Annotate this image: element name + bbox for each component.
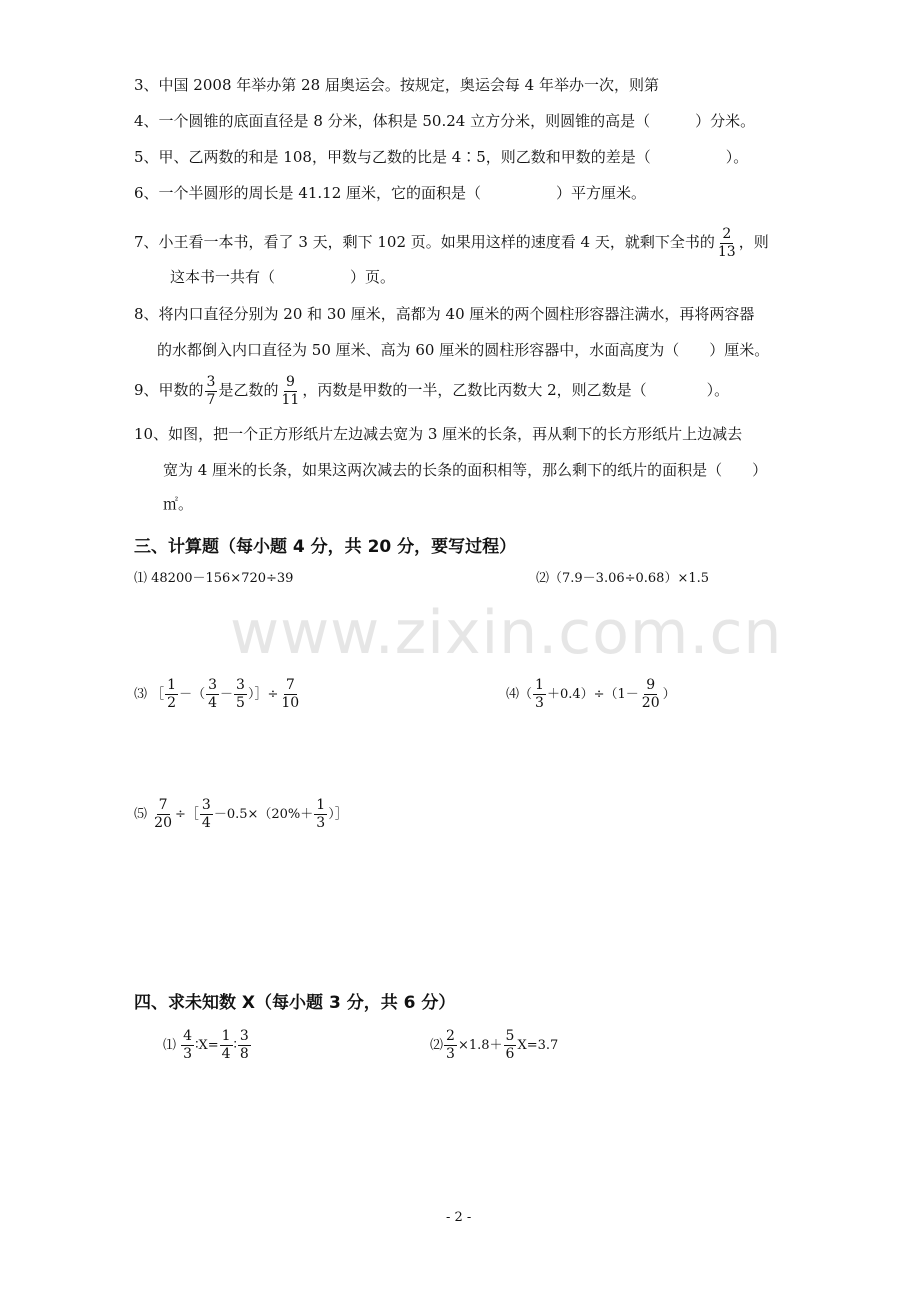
calc-5-frac-3-den: 3 [316,815,326,831]
calc-5-label: ⑸ [134,807,148,822]
calc-4-frac-1-num: 1 [535,677,544,693]
q7-fraction-den: 13 [717,243,736,260]
eq-1-frac-2-den: 4 [221,1046,231,1062]
calc-5-frac-2 [200,797,213,832]
eq-2-mid: ×1.8＋ [457,1038,503,1053]
q9-fraction-2-num: 9 [285,373,295,390]
calc-3-open: ［ [151,687,165,702]
calc-3-frac-3 [234,677,247,712]
eq-2-label: ⑵ [430,1038,444,1053]
calc-3-frac-4 [279,677,301,712]
question-3: 3、中国 2008 年举办第 28 届奥运会。按规定，奥运会每 4 年举办一次，则第 [134,76,659,94]
eq-2-frac-1-num: 2 [446,1028,455,1044]
calc-4 [506,673,676,717]
eq-2-frac-2-den: 6 [505,1046,515,1062]
eq-1-frac-1 [181,1028,194,1063]
calc-4-mid: ＋0.4）÷（1－ [546,687,639,702]
calc-3-frac-4-num: 7 [285,677,295,693]
eq-1-frac-1-num: 4 [183,1028,193,1044]
q9-text-c: ，丙数是甲数的一半，乙数比丙数大 2，则乙数是（ ）。 [302,381,730,399]
eq-1-frac-1-den: 3 [183,1046,193,1062]
calc-1: ⑴ 48200－156×720÷39 [134,571,294,586]
question-10-line-3: ㎡。 [163,495,194,513]
question-4: 4、一个圆锥的底面直径是 8 分米，体积是 50.24 立方分米，则圆锥的高是（ ）分米。 [134,112,756,130]
section-4-heading: 四、求未知数 X（每小题 3 分，共 6 分） [134,993,456,1013]
calc-4-frac-2 [640,677,662,712]
calc-5-frac-3 [314,797,327,832]
q9-text-a: 9、甲数的 [134,381,204,399]
calc-5 [134,793,348,837]
question-10-line-1: 10、如图，把一个正方形纸片左边减去宽为 3 厘米的长条，再从剩下的长方形纸片上边减去 [134,425,743,443]
q9-fraction-1-den: 7 [206,391,216,408]
calc-4-frac-1 [533,677,546,712]
watermark: www.zixin.com.cn [230,598,783,668]
calc-5-frac-1-num: 7 [158,797,168,813]
question-5: 5、甲、乙两数的和是 108，甲数与乙数的比是 4∶5，则乙数和甲数的差是（ ）。 [134,148,749,166]
q9-text-b: 是乙数的 [218,381,279,399]
calc-4-frac-2-den: 20 [641,695,660,711]
question-9 [134,370,729,410]
calc-3-frac-2-num: 3 [208,677,218,693]
question-8-line-2: 的水都倒入内口直径为 50 厘米、高为 60 厘米的圆柱形容器中，水面高度为（ ）厘米。 [157,341,770,359]
calc-3-label: ⑶ [134,687,148,702]
calc-3 [134,673,302,717]
eq-2-frac-1-den: 3 [446,1046,455,1062]
question-10-line-2: 宽为 4 厘米的长条，如果这两次减去的长条的面积相等，那么剩下的纸片的面积是（ ） [163,461,768,479]
calc-4-label: ⑷（ [506,687,533,702]
q7-fraction-num: 2 [722,225,732,242]
eq-2-frac-2-num: 5 [505,1028,515,1044]
calc-5-frac-1 [152,797,174,832]
eq-1-mid: ∶X= [195,1038,219,1053]
calc-3-frac-3-num: 3 [236,677,245,693]
section-3-heading: 三、计算题（每小题 4 分，共 20 分，要写过程） [134,537,517,557]
eq-1-frac-2 [220,1028,233,1063]
eq-1-frac-3-num: 3 [239,1028,249,1044]
calc-3-frac-3-den: 5 [236,695,245,711]
calc-3-frac-2 [206,677,219,712]
q7-text-b: ，则 [738,233,769,251]
calc-3-close: ）］÷ [247,687,279,702]
calc-3-minus-paren: －（ [179,687,206,702]
q7-fraction [716,226,738,261]
calc-3-frac-1-num: 1 [167,677,177,693]
calc-5-frac-1-den: 20 [154,815,172,831]
q9-fraction-2-den: 11 [281,391,300,408]
question-8-line-1: 8、将内口直径分别为 20 和 30 厘米，高都为 40 厘米的两个圆柱形容器注满水，再将两容器 [134,305,755,323]
calc-3-frac-1 [165,677,178,712]
page-number: - 2 - [446,1210,472,1225]
calc-4-close: ） [662,687,676,702]
calc-5-frac-2-den: 4 [201,815,211,831]
equation-2 [430,1024,558,1068]
question-7-line-2: 这本书一共有（ ）页。 [170,268,396,286]
question-6: 6、一个半圆形的周长是 41.12 厘米，它的面积是（ ）平方厘米。 [134,184,647,202]
calc-5-frac-3-num: 1 [316,797,326,813]
calc-4-frac-2-num: 9 [646,677,656,693]
calc-2: ⑵（7.9－3.06÷0.68）×1.5 [536,571,710,586]
calc-3-frac-2-den: 4 [208,695,218,711]
eq-1-frac-3-den: 8 [239,1046,249,1062]
calc-3-frac-1-den: 2 [167,695,177,711]
eq-1-mid-2: ∶ [233,1038,237,1053]
eq-1-frac-3 [238,1028,251,1063]
calc-5-frac-2-num: 3 [201,797,211,813]
eq-2-frac-2 [504,1028,517,1063]
eq-1-frac-2-num: 1 [221,1028,231,1044]
q7-text-a: 7、小王看一本书，看了 3 天，剩下 102 页。如果用这样的速度看 4 天，就剩下全书的 [134,233,715,251]
calc-3-minus: － [220,687,234,702]
eq-2-tail: X=3.7 [517,1038,559,1053]
calc-5-mid-2: －0.5×（20%＋ [213,807,314,822]
q9-fraction-2 [279,374,301,409]
equation-1 [163,1024,252,1068]
eq-2-frac-1 [444,1028,457,1063]
calc-3-frac-4-den: 10 [281,695,300,711]
eq-1-label: ⑴ [163,1038,177,1053]
calc-5-close: ）］ [328,807,348,822]
question-7 [134,222,769,262]
q9-fraction-1 [205,374,218,409]
q9-fraction-1-num: 3 [206,373,216,390]
calc-5-mid: ÷［ [174,807,199,822]
calc-4-frac-1-den: 3 [535,695,544,711]
